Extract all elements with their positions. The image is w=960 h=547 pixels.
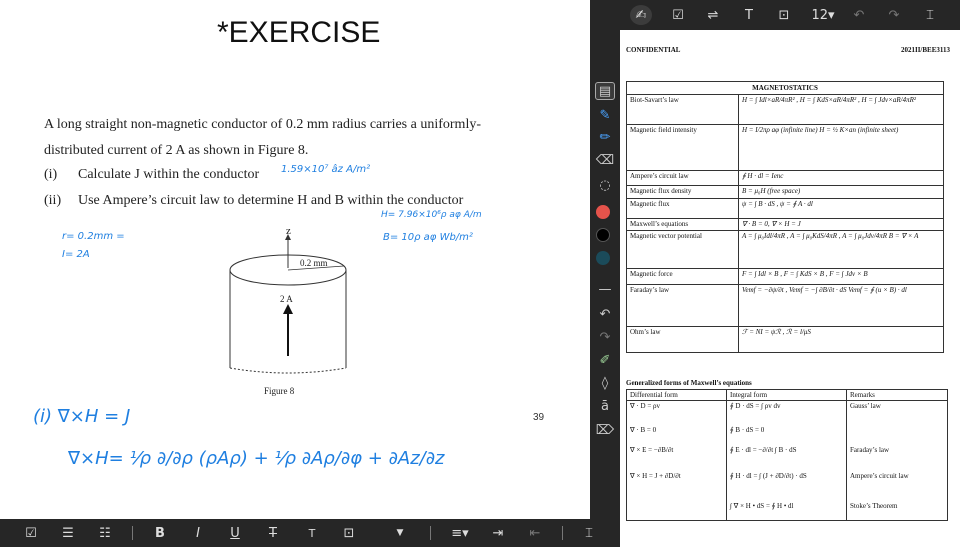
integral-form: ∮ H · dl = ∫ (J + ∂D/∂t) · dS <box>727 471 847 501</box>
formula-sheet-document[interactable] <box>622 30 960 547</box>
ink-given-i: I= 2A <box>62 249 90 260</box>
color-black-swatch[interactable] <box>596 228 610 242</box>
ink-j-answer: 1.59×10⁷ âz A/m² <box>281 164 371 175</box>
row-formula: Vemf = −∂ψ/∂t , Vemf = −∫ ∂B/∂t · dS Vemf = ∮ (u × B) · dl <box>739 285 944 327</box>
vertical-toolbar <box>590 0 620 547</box>
diff-form: ∇ × H = J + ∂D/∂t <box>627 471 727 501</box>
textbox-icon[interactable]: ⊡ <box>778 7 790 23</box>
row-label: Magnetic flux <box>627 199 739 219</box>
slides-icon[interactable]: ▤ <box>595 82 615 100</box>
strikethrough-icon[interactable]: T <box>269 525 277 541</box>
shape-icon[interactable]: ◊ <box>601 375 609 391</box>
remark: Gauss’ law <box>847 401 948 425</box>
underline-icon[interactable]: U <box>230 525 240 541</box>
redo-icon[interactable]: ↷ <box>599 329 611 345</box>
row-formula: F = ∫ Idl × B , F = ∫ KdS × B , F = ∫ Jdv × B <box>739 269 944 285</box>
row-label: Magnetic flux density <box>627 186 739 199</box>
highlighter-icon[interactable]: ✐ <box>599 352 611 368</box>
text-style-icon[interactable]: ⇌ <box>707 7 719 23</box>
checkbox-icon[interactable]: ☑ <box>25 525 37 541</box>
remark: Ampere’s circuit law <box>847 471 948 501</box>
item-1-text: Calculate J within the conductor <box>78 167 260 182</box>
maxwell-section-title: Generalized forms of Maxwell’s equations <box>626 379 752 387</box>
row-formula: B = μ₀H (free space) <box>739 186 944 199</box>
figure-radius-label: 0.2 mm <box>300 258 328 268</box>
magnetostatics-title: MAGNETOSTATICS <box>627 82 944 95</box>
diff-form: ∇ × E = −∂B/∂t <box>627 445 727 471</box>
item-2-text: Use Ampere’s circuit law to determine H and B within the conductor <box>78 193 464 208</box>
integral-form: ∮ D · dS = ∫ ρv dv <box>727 401 847 425</box>
ink-pen-icon[interactable]: ✍ <box>630 5 652 25</box>
italic-icon[interactable]: I <box>196 525 200 541</box>
magnetostatics-table <box>626 81 944 353</box>
column-header: Remarks <box>847 390 948 401</box>
numbered-list-icon[interactable]: ☰ <box>62 525 74 541</box>
problem-line-1: A long straight non-magnetic conductor of 0.2 mm radius carries a uniformly- <box>44 117 482 132</box>
indent-icon[interactable]: ⇥ <box>492 525 504 541</box>
document-header-right: 2021II/BEE3113 <box>900 46 950 54</box>
undo-icon[interactable]: ↶ <box>599 306 611 322</box>
remark <box>847 425 948 445</box>
row-formula: ψ = ∫ B · dS , ψ = ∮ A · dl <box>739 199 944 219</box>
fit-page-icon[interactable]: ⌶ <box>585 525 593 541</box>
item-1-number: (i) <box>44 167 58 182</box>
dropdown-icon[interactable]: ▼ <box>396 528 404 538</box>
row-label: Maxwell’s equations <box>627 219 739 231</box>
row-formula: H = ∫ Idl×aR/4πR² , H = ∫ KdS×aR/4πR² , H = ∫ Jdv×aR/4πR² <box>739 95 944 125</box>
text-icon[interactable]: ā <box>601 398 609 414</box>
integral-form: ∮ E · dl = −∂/∂t ∫ B · dS <box>727 445 847 471</box>
document-header-left: CONFIDENTIAL <box>626 46 681 54</box>
row-formula: ℱ = NI = ψℛ , ℛ = l/μS <box>739 327 944 353</box>
color-teal-swatch[interactable] <box>596 251 610 265</box>
figure-z-label: z <box>286 225 291 237</box>
item-2-number: (ii) <box>44 193 62 208</box>
top-toolbar <box>620 0 960 30</box>
maxwell-equations-table <box>626 389 948 521</box>
bold-icon[interactable]: B <box>155 525 165 541</box>
ink-given-r: r= 0.2mm = <box>62 231 125 242</box>
row-formula: H = I/2πρ aφ (infinite line) H = ½ K×an (infinite sheet) <box>739 125 944 171</box>
font-size-select[interactable]: 12▾ <box>811 7 835 23</box>
page-number: 39 <box>533 412 545 423</box>
bullet-list-icon[interactable]: ☷ <box>99 525 111 541</box>
ink-step-2: ∇×H= ¹⁄ρ ∂/∂ρ (ρAρ) + ¹⁄ρ ∂Aρ/∂φ + ∂Az/∂z <box>68 448 445 469</box>
row-label: Magnetic vector potential <box>627 231 739 269</box>
bottom-toolbar <box>0 519 620 547</box>
row-formula: A = ∫ μ₀Idl/4πR , A = ∫ μ₀KdS/4πR , A = ∫ μ₀Jdv/4πR B = ∇ × A <box>739 231 944 269</box>
ink-h-answer: H= 7.96×10⁶ρ aφ A/m <box>381 210 482 220</box>
align-icon[interactable]: ≡▾ <box>451 525 469 541</box>
slide-title: *EXERCISE <box>217 16 381 49</box>
color-red-swatch[interactable] <box>596 205 610 219</box>
problem-line-2: distributed current of 2 A as shown in Figure 8. <box>44 143 309 158</box>
integral-form: ∮ B · dS = 0 <box>727 425 847 445</box>
row-formula: ∇ · B = 0, ∇ × H = J <box>739 219 944 231</box>
column-header: Integral form <box>727 390 847 401</box>
figure-caption: Figure 8 <box>264 386 295 396</box>
delete-icon[interactable]: ⌦ <box>595 422 615 438</box>
row-label: Ohm’s law <box>627 327 739 353</box>
line-width-icon[interactable]: — <box>598 281 612 297</box>
row-label: Faraday’s law <box>627 285 739 327</box>
row-label: Magnetic force <box>627 269 739 285</box>
pen-icon[interactable]: ✎ <box>599 107 611 123</box>
ink-b-answer: B= 10ρ aφ Wb/m² <box>383 232 473 243</box>
ink-step-1: (i) ∇×H = J <box>33 406 131 427</box>
checkbox-icon[interactable]: ☑ <box>672 7 684 23</box>
diff-form <box>627 501 727 521</box>
column-header: Differential form <box>627 390 727 401</box>
lasso-icon[interactable]: ◌ <box>599 177 611 193</box>
row-formula: ∮ H · dl = Ienc <box>739 171 944 186</box>
diff-form: ∇ · B = 0 <box>627 425 727 445</box>
remark: Stoke’s Theorem <box>847 501 948 521</box>
row-label: Biot-Savart’s law <box>627 95 739 125</box>
row-label: Magnetic field intensity <box>627 125 739 171</box>
undo-icon[interactable]: ↶ <box>853 7 865 23</box>
row-label: Ampere’s circuit law <box>627 171 739 186</box>
figure-8-cylinder <box>220 220 380 380</box>
fit-page-icon[interactable]: ⌶ <box>926 7 934 23</box>
remark: Faraday’s law <box>847 445 948 471</box>
textbox-icon[interactable]: ⊡ <box>343 525 355 541</box>
figure-current-label: 2 A <box>280 294 293 304</box>
integral-form: ∫ ∇ × H • dS = ∮ H • dl <box>727 501 847 521</box>
eraser-icon[interactable]: ⌫ <box>595 152 615 168</box>
outdent-icon[interactable]: ⇤ <box>529 525 541 541</box>
redo-icon[interactable]: ↷ <box>888 7 900 23</box>
font-icon[interactable]: T <box>308 526 316 540</box>
diff-form: ∇ · D = ρv <box>627 401 727 425</box>
text-tool-icon[interactable]: T <box>745 7 753 23</box>
pencil-icon[interactable]: ✏ <box>599 129 611 145</box>
